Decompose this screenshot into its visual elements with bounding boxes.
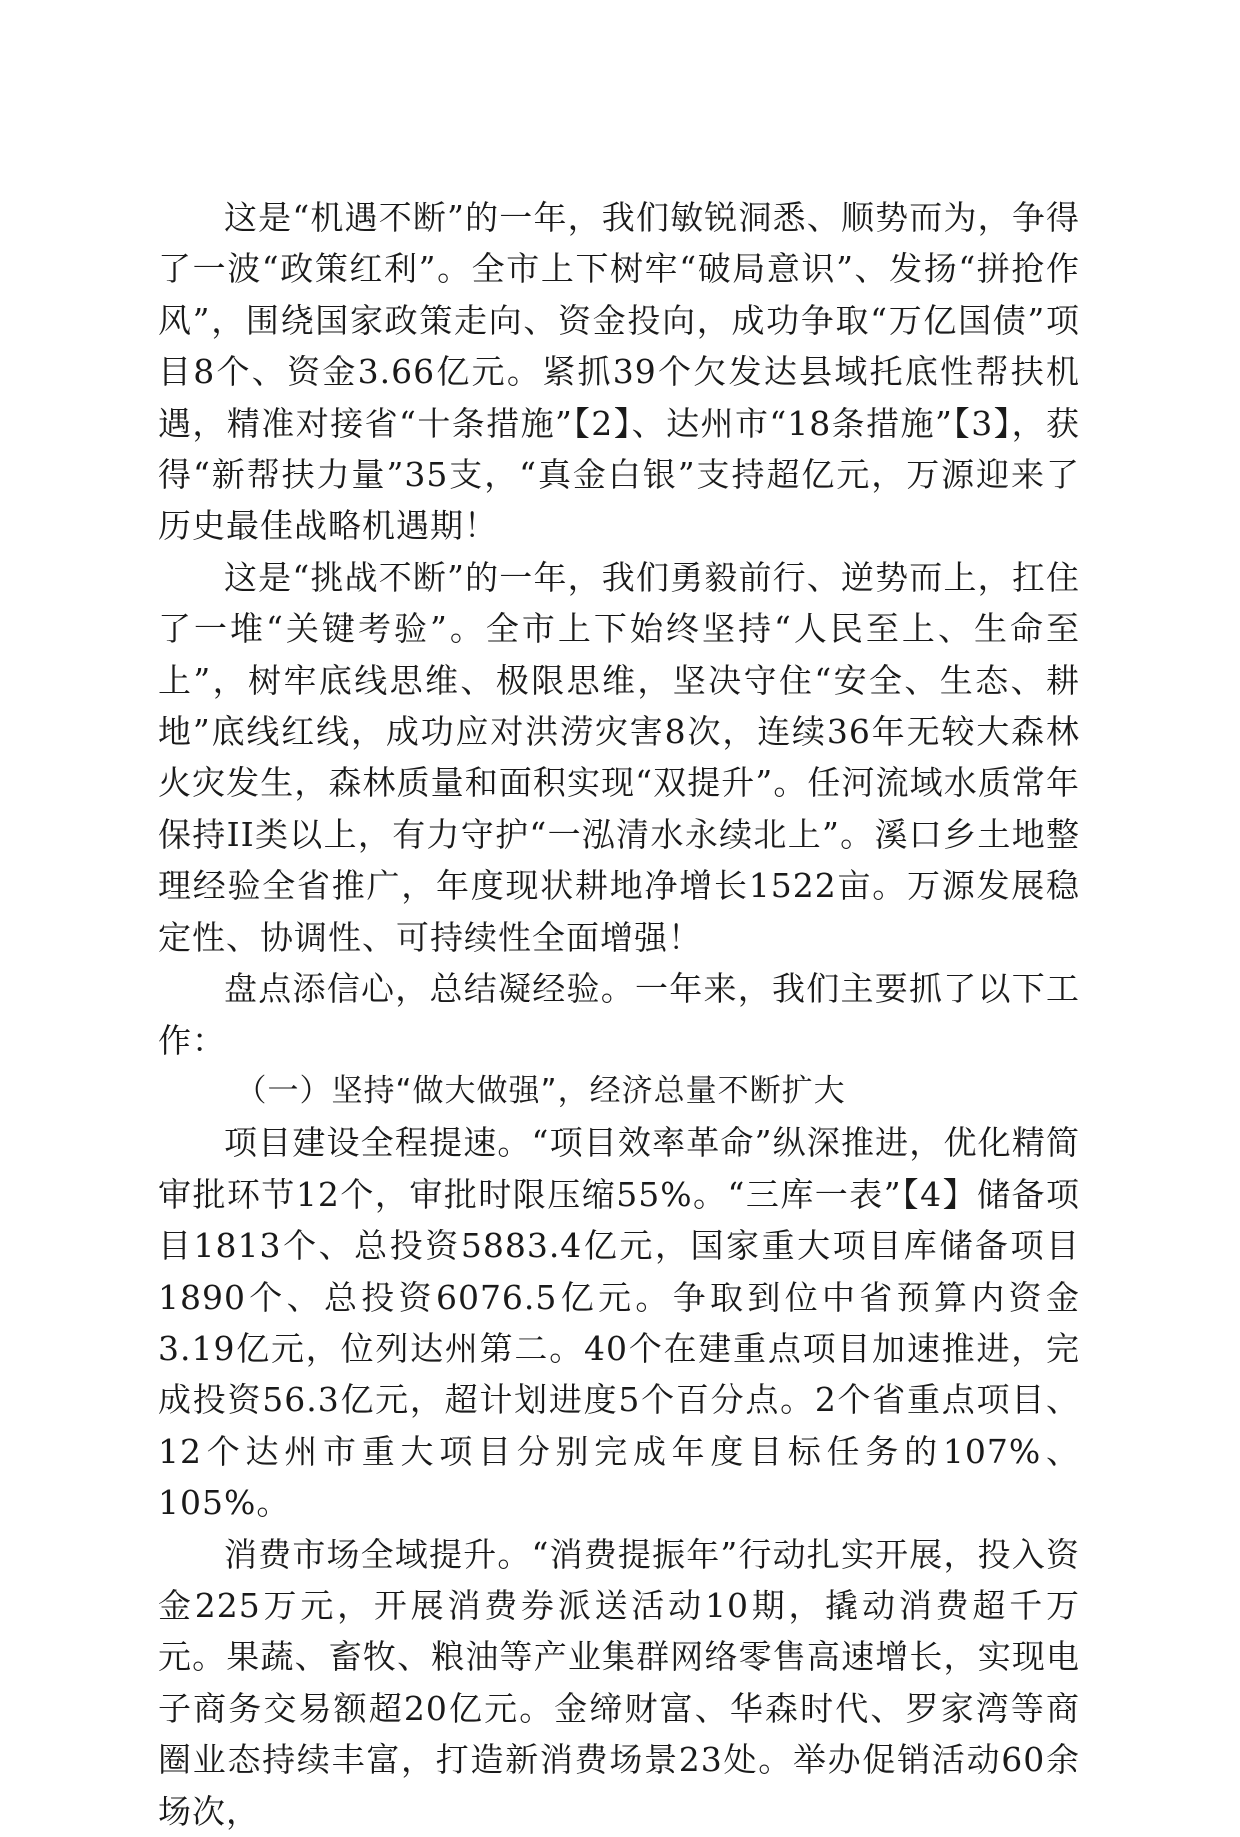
paragraph-projects: 项目建设全程提速。“项目效率革命”纵深推进，优化精简审批环节12个，审批时限压缩55%。“三库一表”【4】储备项目1813个、总投资5883.4亿元，国家重大项目库储备项目1890个、总投资6076.5亿元。争取到位中省预算内资金3.19亿元，位列达州第二。40个在建重点项目加速推进，完成投资56.3亿元，超计划进度5个百分点。2个省重点项目、12个达州市重大项目分别完成年度目标任务的107%、105%。	[158, 1123, 1080, 1523]
paragraph-consumption: 消费市场全域提升。“消费提振年”行动扎实开展，投入资金225万元，开展消费券派送活动10期，撬动消费超千万元。果蔬、畜牧、粮油等产业集群网络零售高速增长，实现电子商务交易额超20亿元。金缔财富、华森时代、罗家湾等商圈业态持续丰富，打造新消费场景23处。举办促销活动60余场次，	[158, 1534, 1080, 1831]
paragraph-opportunities: 这是“机遇不断”的一年，我们敏锐洞悉、顺势而为，争得了一波“政策红利”。全市上下树牢“破局意识”、发扬“拼抢作风”，围绕国家政策走向、资金投向，成功争取“万亿国债”项目8个、资金3.66亿元。紧抓39个欠发达县域托底性帮扶机遇，精准对接省“十条措施”【2】、达州市“18条措施”【3】，获得“新帮扶力量”35支，“真金白银”支持超亿元，万源迎来了历史最佳战略机遇期！	[158, 198, 1080, 546]
section-heading: （一）坚持“做大做强”，经济总量不断扩大	[235, 1072, 846, 1109]
paragraph-summary: 盘点添信心，总结凝经验。一年来，我们主要抓了以下工作：	[158, 969, 1080, 1060]
document-body	[158, 192, 1080, 1837]
paragraph-challenges: 这是“挑战不断”的一年，我们勇毅前行、逆势而上，扛住了一堆“关键考验”。全市上下始终坚持“人民至上、生命至上”，树牢底线思维、极限思维，坚决守住“安全、生态、耕地”底线红线，成功应对洪涝灾害8次，连续36年无较大森林火灾发生，森林质量和面积实现“双提升”。任河流域水质常年保持II类以上，有力守护“一泓清水永续北上”。溪口乡土地整理经验全省推广，年度现状耕地净增长1522亩。万源发展稳定性、协调性、可持续性全面增强！	[158, 557, 1080, 957]
